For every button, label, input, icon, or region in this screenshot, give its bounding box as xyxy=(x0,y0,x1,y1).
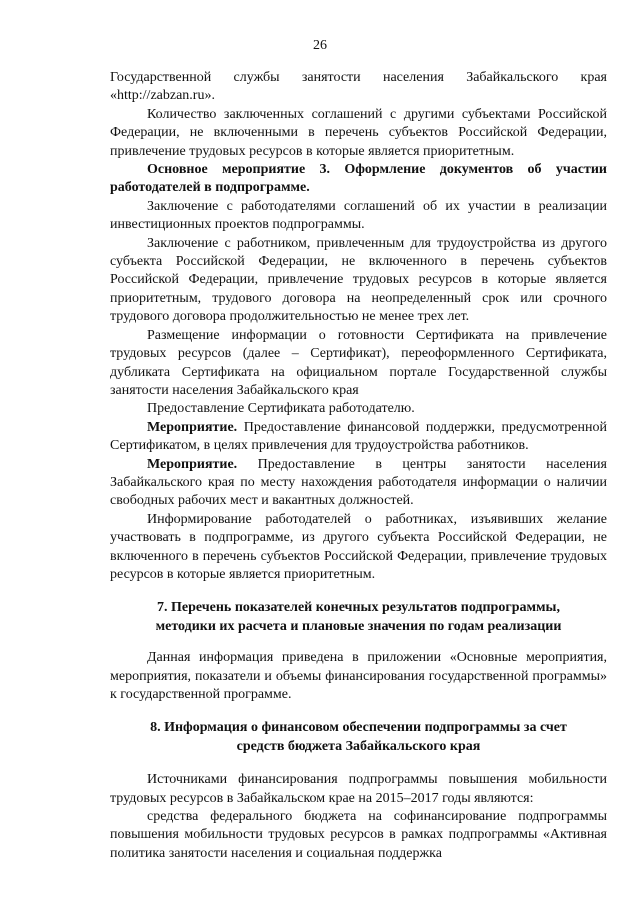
paragraph-measure-financial-support xyxy=(110,419,607,456)
section-7-heading-line1: 7. Перечень показателей конечных результатов подпрограммы, xyxy=(157,600,560,616)
paragraph-employer-agreements: Заключение с работодателями соглашений об их участии в реализации инвестиционных проектов подпрограммы. xyxy=(110,198,607,233)
paragraph-measure-vacancies xyxy=(110,456,607,511)
section-8-heading xyxy=(110,719,607,756)
main-measure-3-heading: Основное мероприятие 3. Оформление документов об участии работодателей в подпрограмме. xyxy=(110,162,607,196)
section-8-text-sources: Источниками финансирования подпрограммы повышения мобильности трудовых ресурсов в Забайкальском крае на 2015–2017 годы являются: xyxy=(110,772,607,806)
measure-label: Мероприятие. xyxy=(147,456,238,472)
section-7-heading xyxy=(110,599,607,636)
paragraph-employment-contract: Заключение с работником, привлеченным для трудоустройства из другого субъекта Российской Федерации, не включенного в перечень субъектов Российской Федерации, привлечение трудовых ресурсов в которые является приоритетным, трудового договора на неопределенный срок или срочного трудового договора продолжительностью не менее трех лет. xyxy=(110,235,607,325)
paragraph-certificate-info: Размещение информации о готовности Сертификата на привлечение трудовых ресурсов (далее – Сертификат), переоформленного Сертификата, дубликата Сертификата на официальном портале Государственной службы занятости населения Забайкальского края xyxy=(110,327,607,398)
section-7-text: Данная информация приведена в приложении «Основные мероприятия, мероприятия, показатели и объемы финансирования государственной программы» к государственной программе. xyxy=(110,650,607,702)
page-body xyxy=(110,69,607,863)
section-7-heading-line2: методики их расчета и плановые значения по годам реализации xyxy=(155,618,562,634)
paragraph-continued: Государственной службы занятости населения Забайкальского края «http://zabzan.ru». xyxy=(110,70,607,104)
page-number: 26 xyxy=(313,38,327,53)
section-8-heading-line1: 8. Информация о финансовом обеспечении подпрограммы за счет xyxy=(150,720,567,736)
measure-text: Предоставление в центры занятости населения Забайкальского края по месту нахождения работодателя информации о наличии свободных рабочих мест и вакантных должностей. xyxy=(110,456,607,509)
measure-label: Мероприятие. xyxy=(147,419,238,435)
paragraph-certificate-provision: Предоставление Сертификата работодателю. xyxy=(147,401,415,417)
section-8-text-federal-funds: средства федерального бюджета на софинансирование подпрограммы повышения мобильности трудовых ресурсов в рамках подпрограммы «Активная политика занятости населения и социальная поддержка xyxy=(110,809,607,861)
paragraph-employer-informing: Информирование работодателей о работниках, изъявивших желание участвовать в подпрограмме, из другого субъекта Российской Федерации, не включенного в перечень субъектов Российской Федерации, привлечение трудовых ресурсов в которые является приоритетным. xyxy=(110,511,607,582)
paragraph-agreements-count: Количество заключенных соглашений с другими субъектами Российской Федерации, не включенными в перечень субъектов Российской Федерации, привлечение трудовых ресурсов в которые является приоритетным. xyxy=(110,106,607,159)
section-8-heading-line2: средств бюджета Забайкальского края xyxy=(236,738,481,754)
measure-text: Предоставление финансовой поддержки, предусмотренной Сертификатом, в целях привлечения для трудоустройства работников. xyxy=(110,419,607,454)
